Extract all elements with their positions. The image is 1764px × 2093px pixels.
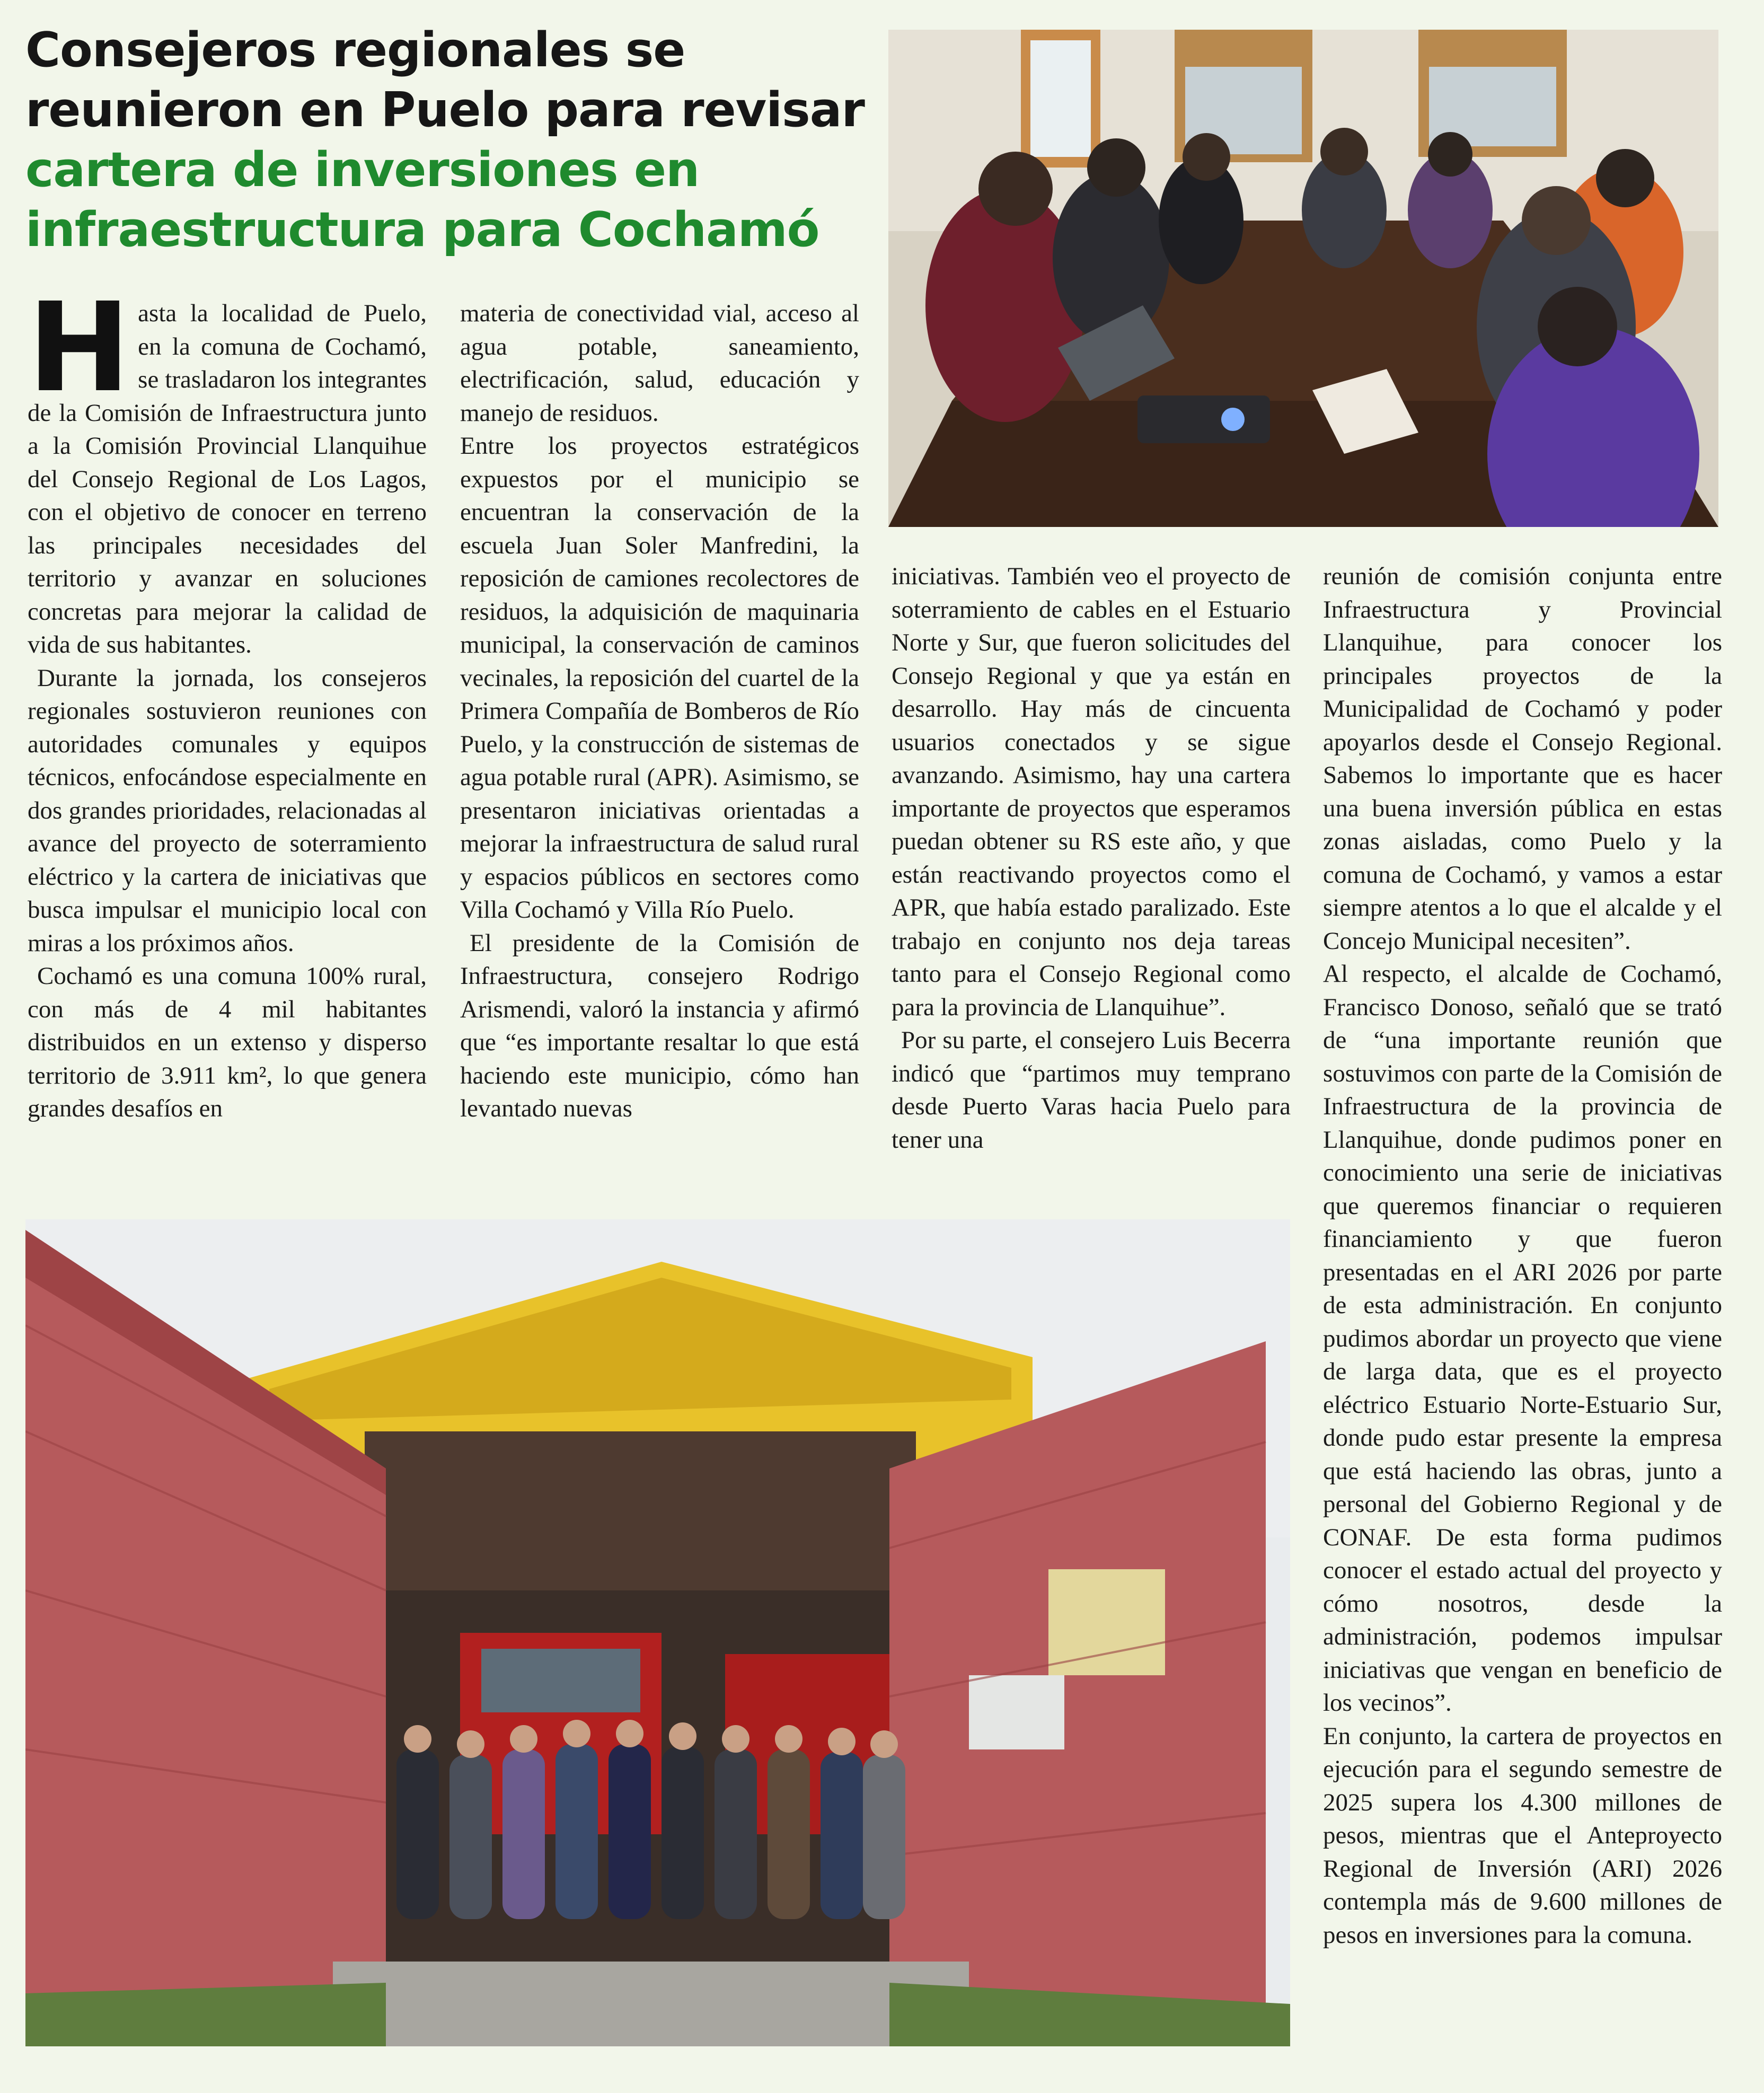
- paragraph: Al respecto, el alcalde de Cochamó, Francisco Donoso, señaló que se trató de “una importante reunión que sostuvimos con parte de la Comisión de Infraestructura de la provincia de Llanquihue, donde pudimos poner en conocimiento una serie de iniciativas que queremos financiar o requieren financiamiento y que fueron presentadas en el ARI 2026 por parte de esta administración. En conjunto pudimos abordar un proyecto que viene de larga data, que es el proyecto eléctrico Estuario Norte-Estuario Sur, donde pudo estar presente la empresa que está haciendo las obras, junto a personal del Gobierno Regional y de CONAF. De esta forma pudimos conocer el estado actual del proyecto y cómo nosotros, desde la administración, podemos impulsar iniciativas que vengan en beneficio de los vecinos”.: [1323, 960, 1722, 1717]
- paragraph: Por su parte, el consejero Luis Becerra indicó que “partimos muy temprano desde Puerto Varas hacia Puelo para tener una: [892, 1026, 1291, 1154]
- paragraph: materia de conectividad vial, acceso al agua potable, saneamiento, electrificación, salud, educación y manejo de residuos.: [460, 300, 859, 427]
- drop-cap: H: [28, 276, 131, 419]
- paragraph: reunión de comisión conjunta entre Infraestructura y Provincial Llanquihue, para conocer los principales proyectos de la Municipalidad de Cochamó y poder apoyarlos desde el Consejo Regional. Sabemos lo importante que es hacer una buena inversión pública en estas zonas aisladas, como Puelo y la comuna de Cochamó, y vamos a estar siempre atentos a lo que el alcalde y el Concejo Municipal necesiten”.: [1323, 562, 1722, 955]
- headline-line-4: infraestructura para Cochamó: [25, 202, 819, 258]
- article-headline: [25, 20, 874, 260]
- article-column-4: [1323, 560, 1722, 1951]
- headline-line-3: cartera de inversiones en: [25, 142, 700, 198]
- headline-line-1: Consejeros regionales se: [25, 22, 685, 78]
- paragraph: Entre los proyectos estratégicos expuestos por el municipio se encuentran la conservación de la escuela Juan Soler Manfredini, la reposición de camiones recolectores de residuos, la adquisición de maquinaria municipal, la conservación de caminos vecinales, la reposición del cuartel de la Primera Compañía de Bomberos de Río Puelo, y la construcción de sistemas de agua potable rural (APR). Asimismo, se presentaron iniciativas orientadas a mejorar la infraestructura de salud rural y espacios públicos en sectores como Villa Cochamó y Villa Río Puelo.: [460, 432, 859, 924]
- fire-station-photo: [25, 1219, 1290, 2046]
- article-column-2: [460, 297, 859, 1125]
- paragraph: Cochamó es una comuna 100% rural, con más de 4 mil habitantes distribuidos en un extenso y disperso territorio de 3.911 km², lo que genera grandes desafíos en: [28, 962, 427, 1122]
- paragraph: Durante la jornada, los consejeros regionales sostuvieron reuniones con autoridades comunales y equipos técnicos, enfocándose especialmente en dos grandes prioridades, relacionadas al avance del proyecto de soterramiento eléctrico y la cartera de iniciativas que busca impulsar el municipio local con miras a los próximos años.: [28, 664, 427, 957]
- article-column-1: [28, 276, 427, 1125]
- headline-line-2: reunieron en Puelo para revisar: [25, 82, 865, 138]
- article-column-3: [892, 560, 1291, 1156]
- paragraph: asta la localidad de Puelo, en la comuna de Cochamó, se trasladaron los integrantes de la Comisión de Infraestructura junto a la Comisión Provincial Llanquihue del Consejo Regional de Los Lagos, con el objetivo de conocer en terreno las principales necesidades del territorio y avanzar en soluciones concretas para mejorar la calidad de vida de sus habitantes.: [28, 300, 427, 658]
- meeting-photo: [888, 30, 1718, 527]
- paragraph: El presidente de la Comisión de Infraestructura, consejero Rodrigo Arismendi, valoró la instancia y afirmó que “es importante resaltar lo que está haciendo este municipio, cómo han levantado nuevas: [460, 929, 859, 1122]
- paragraph: En conjunto, la cartera de proyectos en ejecución para el segundo semestre de 2025 supera los 4.300 millones de pesos, mientras que el Anteproyecto Regional de Inversión (ARI) 2026 contempla más de 9.600 millones de pesos en inversiones para la comuna.: [1323, 1722, 1722, 1949]
- paragraph: iniciativas. También veo el proyecto de soterramiento de cables en el Estuario Norte y Sur, que fueron solicitudes del Consejo Regional y que ya están en desarrollo. Hay más de cincuenta usuarios conectados y se sigue avanzando. Asimismo, hay una cartera importante de proyectos que esperamos puedan obtener su RS este año, y que están reactivando proyectos como el APR, que había estado paralizado. Este trabajo en conjunto nos deja tareas tanto para el Consejo Regional como para la provincia de Llanquihue”.: [892, 562, 1291, 1021]
